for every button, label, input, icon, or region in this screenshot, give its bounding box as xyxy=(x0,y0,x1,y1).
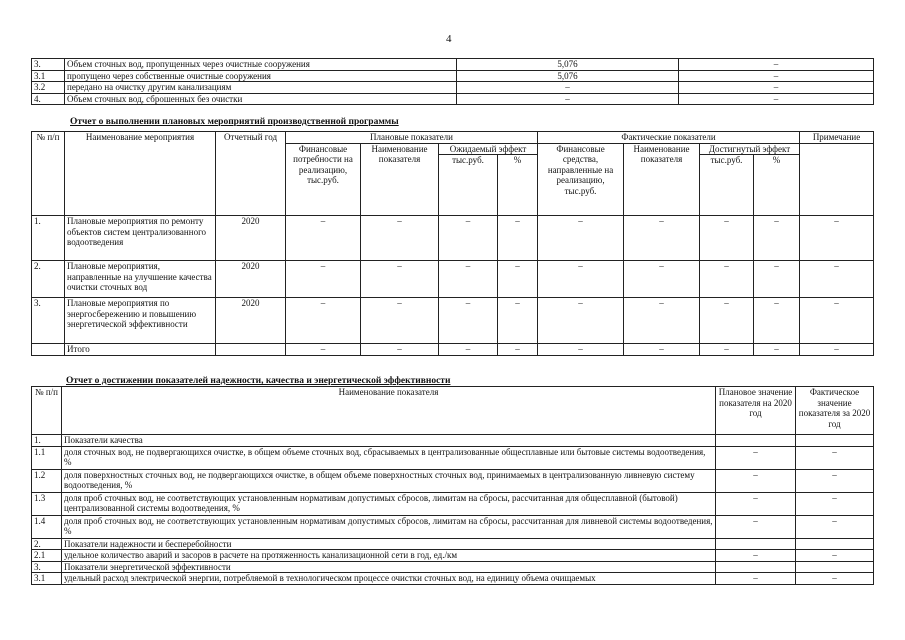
row-year: 2020 xyxy=(216,216,286,261)
row-number: 3. xyxy=(32,298,65,344)
row-extra: – xyxy=(679,70,874,82)
cell: – xyxy=(700,216,754,261)
cell: – xyxy=(800,216,874,261)
cell: – xyxy=(439,216,498,261)
cell: – xyxy=(624,216,700,261)
cell: – xyxy=(754,261,800,298)
cell: – xyxy=(700,344,754,356)
row-name: передано на очистку другим канализациям xyxy=(65,82,457,94)
row-name: Объем сточных вод, пропущенных через очистные сооружения xyxy=(65,59,457,71)
row-actual: – xyxy=(796,515,874,538)
row-name: доля поверхностных сточных вод, не подвергающихся очистке, в общем объеме поверхностных сточных вод, принимаемых в централизованную ливневую систему водоотведения, % xyxy=(62,469,716,492)
table-row xyxy=(32,435,874,447)
row-value: – xyxy=(457,82,679,94)
row-actual xyxy=(796,561,874,573)
table-row xyxy=(32,216,874,261)
table-row xyxy=(32,538,874,550)
header-plan-fin: Финансовые потребности на реализацию, тыс.руб. xyxy=(286,143,361,216)
row-value: 5,076 xyxy=(457,59,679,71)
cell: – xyxy=(439,344,498,356)
cell: – xyxy=(538,216,624,261)
cell: – xyxy=(800,261,874,298)
header-actual: Фактическое значение показателя за 2020 год xyxy=(796,387,874,435)
cell: – xyxy=(624,344,700,356)
row-extra: – xyxy=(679,59,874,71)
header-row xyxy=(32,132,874,144)
header-year: Отчетный год xyxy=(216,132,286,216)
total-label: Итого xyxy=(65,344,216,356)
row-number: 3. xyxy=(32,561,62,573)
cell: – xyxy=(624,261,700,298)
row-name: доля проб сточных вод, не соответствующих установленным нормативам допустимых сбросов, лимитам на сбросы, рассчитанная для общесплавной (бытовой) централизованной системы водоотведения, % xyxy=(62,492,716,515)
row-number: 2. xyxy=(32,261,65,298)
row-name: Плановые мероприятия по энергосбережению и повышению энергетической эффективности xyxy=(65,298,216,344)
indicators-report-table xyxy=(31,386,874,585)
table-row xyxy=(32,550,874,562)
cell: – xyxy=(700,298,754,344)
header-plan-effect: Ожидаемый эффект xyxy=(439,143,538,155)
header-name: Наименование показателя xyxy=(62,387,716,435)
table-row xyxy=(32,59,874,71)
cell: – xyxy=(361,261,439,298)
cell: – xyxy=(498,216,538,261)
table-row xyxy=(32,573,874,585)
cell: – xyxy=(361,216,439,261)
row-plan: – xyxy=(716,573,796,585)
row-plan: – xyxy=(716,550,796,562)
cell: – xyxy=(361,344,439,356)
total-number xyxy=(32,344,65,356)
wastewater-volume-table xyxy=(31,58,874,105)
program-report-table xyxy=(31,131,874,356)
row-name: удельное количество аварий и засоров в расчете на протяженность канализационной сети в год, ед./км xyxy=(62,550,716,562)
table-row xyxy=(32,469,874,492)
row-actual xyxy=(796,538,874,550)
header-planned: Плановые показатели xyxy=(286,132,538,144)
row-year: 2020 xyxy=(216,298,286,344)
row-name: пропущено через собственные очистные сооружения xyxy=(65,70,457,82)
cell: – xyxy=(286,216,361,261)
row-name: Показатели надежности и бесперебойности xyxy=(62,538,716,550)
header-plan-thr: тыс.руб. xyxy=(439,155,498,216)
row-actual: – xyxy=(796,550,874,562)
row-number: 4. xyxy=(32,93,65,105)
row-plan xyxy=(716,435,796,447)
row-number: 1.1 xyxy=(32,446,62,469)
row-number: 2. xyxy=(32,538,62,550)
header-act-thr: тыс.руб. xyxy=(700,155,754,216)
row-name: Плановые мероприятия по ремонту объектов систем централизованного водоотведения xyxy=(65,216,216,261)
cell: – xyxy=(286,298,361,344)
cell: – xyxy=(498,298,538,344)
header-act-pct: % xyxy=(754,155,800,216)
row-plan: – xyxy=(716,469,796,492)
header-note: Примечание xyxy=(800,132,874,144)
row-actual xyxy=(796,435,874,447)
cell: – xyxy=(286,344,361,356)
row-plan: – xyxy=(716,492,796,515)
header-act-fin: Финансовые средства, направленные на реализацию, тыс.руб. xyxy=(538,143,624,216)
header-num: № п/п xyxy=(32,132,65,216)
cell: – xyxy=(754,344,800,356)
cell: – xyxy=(286,261,361,298)
row-number: 1. xyxy=(32,435,62,447)
header-plan-indicator: Наименование показателя xyxy=(361,143,439,216)
cell: – xyxy=(754,298,800,344)
row-number: 1. xyxy=(32,216,65,261)
header-act-effect: Достигнутый эффект xyxy=(700,143,800,155)
cell: – xyxy=(754,216,800,261)
table-row xyxy=(32,561,874,573)
cell: – xyxy=(538,344,624,356)
cell: – xyxy=(538,298,624,344)
row-plan xyxy=(716,538,796,550)
row-plan xyxy=(716,561,796,573)
row-number: 1.2 xyxy=(32,469,62,492)
row-name: удельный расход электрической энергии, потребляемой в технологическом процессе очистки сточных вод, на единицу объема очищаемых xyxy=(62,573,716,585)
indicators-report-title: Отчет о достижении показателей надежности, качества и энергетической эффективности xyxy=(66,376,451,386)
header-actual: Фактические показатели xyxy=(538,132,800,144)
cell: – xyxy=(361,298,439,344)
row-number: 1.4 xyxy=(32,515,62,538)
cell: – xyxy=(800,344,874,356)
row-number: 2.1 xyxy=(32,550,62,562)
row-number: 3.1 xyxy=(32,70,65,82)
row-name: Показатели энергетической эффективности xyxy=(62,561,716,573)
row-extra: – xyxy=(679,93,874,105)
table-row xyxy=(32,70,874,82)
row-plan: – xyxy=(716,446,796,469)
table-row xyxy=(32,93,874,105)
row-plan: – xyxy=(716,515,796,538)
row-value: – xyxy=(457,93,679,105)
table-row xyxy=(32,446,874,469)
cell: – xyxy=(800,298,874,344)
row-name: Объем сточных вод, сброшенных без очистки xyxy=(65,93,457,105)
table-row xyxy=(32,261,874,298)
row-number: 1.3 xyxy=(32,492,62,515)
total-row xyxy=(32,344,874,356)
row-name: Показатели качества xyxy=(62,435,716,447)
header-row xyxy=(32,387,874,435)
header-num: № п/п xyxy=(32,387,62,435)
cell: – xyxy=(498,261,538,298)
cell: – xyxy=(538,261,624,298)
header-act-indicator: Наименование показателя xyxy=(624,143,700,216)
table-row xyxy=(32,298,874,344)
row-name: доля сточных вод, не подвергающихся очистке, в общем объеме сточных вод, сбрасываемых в централизованные общесплавные или бытовые системы водоотведения, % xyxy=(62,446,716,469)
row-number: 3.2 xyxy=(32,82,65,94)
row-actual: – xyxy=(796,573,874,585)
program-report-title: Отчет о выполнении плановых мероприятий производственной программы xyxy=(70,117,399,127)
row-extra: – xyxy=(679,82,874,94)
row-name: доля проб сточных вод, не соответствующих установленным нормативам допустимых сбросов, лимитам на сбросы, рассчитанная для ливневой системы водоотведения, % xyxy=(62,515,716,538)
row-name: Плановые мероприятия, направленные на улучшение качества очистки сточных вод xyxy=(65,261,216,298)
table-row xyxy=(32,515,874,538)
header-note-empty xyxy=(800,143,874,216)
row-actual: – xyxy=(796,469,874,492)
row-number: 3.1 xyxy=(32,573,62,585)
header-name: Наименование мероприятия xyxy=(65,132,216,216)
table-row xyxy=(32,82,874,94)
page-number: 4 xyxy=(446,33,452,45)
cell: – xyxy=(700,261,754,298)
total-year xyxy=(216,344,286,356)
cell: – xyxy=(498,344,538,356)
row-actual: – xyxy=(796,446,874,469)
header-plan-pct: % xyxy=(498,155,538,216)
table-row xyxy=(32,492,874,515)
row-actual: – xyxy=(796,492,874,515)
row-value: 5,076 xyxy=(457,70,679,82)
header-plan: Плановое значение показателя на 2020 год xyxy=(716,387,796,435)
row-number: 3. xyxy=(32,59,65,71)
cell: – xyxy=(439,298,498,344)
row-year: 2020 xyxy=(216,261,286,298)
cell: – xyxy=(439,261,498,298)
cell: – xyxy=(624,298,700,344)
